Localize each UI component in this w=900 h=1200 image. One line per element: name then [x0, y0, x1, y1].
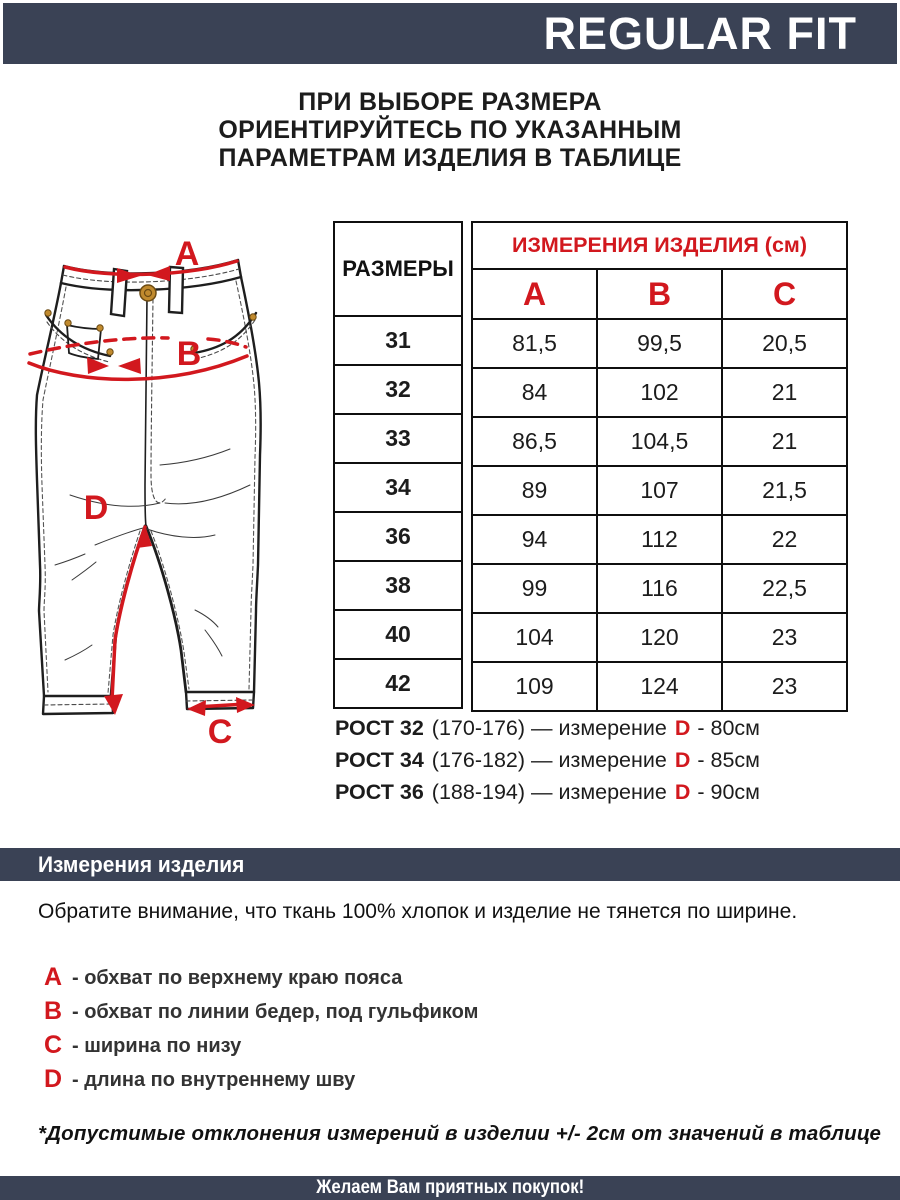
size-cell: 34 — [334, 463, 462, 512]
height-note-letter: D — [674, 748, 691, 772]
measure-c-arrow-right — [236, 697, 255, 713]
measurement-legend — [44, 962, 478, 1098]
intro-line-2: ОРИЕНТИРУЙТЕСЬ ПО УКАЗАННЫМ — [218, 116, 682, 144]
legend-text: - длина по внутреннему шву — [72, 1069, 356, 1091]
size-cell: 36 — [334, 512, 462, 561]
measurement-cell: 107 — [597, 466, 722, 515]
column-header-cell: A — [472, 269, 597, 319]
measurement-cell: 99,5 — [597, 319, 722, 368]
intro-line-3: ПАРАМЕТРАМ ИЗДЕЛИЯ В ТАБЛИЦЕ — [218, 144, 682, 172]
measure-b-arrow-right — [118, 358, 141, 374]
height-notes — [335, 712, 760, 808]
size-table-row — [334, 365, 462, 414]
measurement-cell: 99 — [472, 564, 597, 613]
column-header-cell: B — [597, 269, 722, 319]
legend-letter: C — [44, 1031, 63, 1059]
measure-b-label: B — [176, 335, 202, 373]
size-cell: 31 — [334, 316, 462, 365]
tolerance-disclaimer: *Допустимые отклонения измерений в изделии +/- 2см от значений в таблице — [38, 1122, 882, 1145]
size-cell: 40 — [334, 610, 462, 659]
measurement-cell: 22,5 — [722, 564, 847, 613]
measurements-table — [471, 221, 848, 712]
measurements-row — [472, 466, 847, 515]
measurement-cell: 104 — [472, 613, 597, 662]
size-table-row — [334, 561, 462, 610]
measurements-row — [472, 564, 847, 613]
height-note-line — [335, 776, 760, 808]
fit-title: REGULAR FIT — [543, 7, 857, 59]
measure-a-line — [65, 261, 237, 274]
height-note-range: (188-194) — измерение — [431, 780, 667, 804]
measurement-cell: 23 — [722, 662, 847, 711]
height-note-value: - 85см — [697, 748, 760, 772]
height-note-label: РОСТ 36 — [335, 780, 424, 804]
legend-text: - обхват по линии бедер, под гульфиком — [72, 1001, 479, 1023]
section-header-bar — [0, 848, 900, 881]
height-note-line — [335, 712, 760, 744]
measurement-cell: 89 — [472, 466, 597, 515]
height-note-range: (170-176) — измерение — [431, 716, 667, 740]
legend-letter: A — [44, 963, 63, 991]
measure-b-dashed-2 — [208, 339, 246, 347]
measurements-row — [472, 662, 847, 711]
height-note-range: (176-182) — измерение — [431, 748, 667, 772]
measurements-row — [472, 417, 847, 466]
measurements-row — [472, 319, 847, 368]
height-note-label: РОСТ 32 — [335, 716, 424, 740]
measurements-row — [472, 613, 847, 662]
measure-letters — [84, 235, 233, 750]
measurements-header-cell: ИЗМЕРЕНИЯ ИЗДЕЛИЯ (см) — [472, 222, 847, 269]
measurement-cell: 23 — [722, 613, 847, 662]
measurements-header-row — [472, 222, 847, 269]
measurement-cell: 84 — [472, 368, 597, 417]
jeans-outline — [36, 260, 261, 714]
measure-c-label: C — [207, 713, 233, 750]
measure-annotations — [29, 261, 255, 716]
size-cell: 42 — [334, 659, 462, 708]
jeans-diagram — [10, 235, 325, 750]
measurement-cell: 81,5 — [472, 319, 597, 368]
measurements-row — [472, 515, 847, 564]
legend-letter: D — [44, 1065, 63, 1093]
legend-line — [44, 962, 478, 996]
height-note-value: - 90см — [697, 780, 760, 804]
measurement-cell: 124 — [597, 662, 722, 711]
measurement-cell: 112 — [597, 515, 722, 564]
measurements-row — [472, 368, 847, 417]
measurement-cell: 102 — [597, 368, 722, 417]
size-table-row — [334, 414, 462, 463]
measurement-cell: 94 — [472, 515, 597, 564]
measurement-cell: 120 — [597, 613, 722, 662]
top-banner — [3, 3, 897, 64]
measurement-cell: 104,5 — [597, 417, 722, 466]
legend-letter: B — [44, 997, 63, 1025]
size-cell: 38 — [334, 561, 462, 610]
height-note-letter: D — [674, 716, 691, 740]
measure-a-label: A — [174, 235, 200, 273]
section-title: Измерения изделия — [38, 851, 245, 877]
measurement-cell: 109 — [472, 662, 597, 711]
button-icon — [140, 285, 156, 301]
measurement-cell: 20,5 — [722, 319, 847, 368]
legend-text: - обхват по верхнему краю пояса — [72, 967, 403, 989]
legend-line — [44, 1030, 478, 1064]
size-table-row — [334, 659, 462, 708]
sizes-table — [333, 221, 463, 709]
measure-c-arrow-left — [187, 700, 206, 716]
legend-line — [44, 1064, 478, 1098]
size-table-row — [334, 463, 462, 512]
measure-d-label: D — [83, 489, 109, 527]
height-note-line — [335, 744, 760, 776]
intro-line-1: ПРИ ВЫБОРЕ РАЗМЕРА — [298, 88, 602, 116]
height-note-label: РОСТ 34 — [335, 748, 424, 772]
fabric-note: Обратите внимание, что ткань 100% хлопок и изделие не тянется по ширине. — [38, 900, 798, 923]
sizes-header-cell: РАЗМЕРЫ — [334, 222, 462, 316]
column-header-row — [472, 269, 847, 319]
height-note-letter: D — [674, 780, 691, 804]
sizes-header-row — [334, 222, 462, 316]
legend-text: - ширина по низу — [72, 1035, 242, 1057]
footer-message: Желаем Вам приятных покупок! — [316, 1177, 584, 1198]
height-note-value: - 80см — [697, 716, 760, 740]
size-cell: 33 — [334, 414, 462, 463]
measure-a-arrow-left — [117, 268, 140, 283]
measurement-cell: 22 — [722, 515, 847, 564]
measurement-cell: 21 — [722, 368, 847, 417]
size-table-row — [334, 316, 462, 365]
measurement-cell: 86,5 — [472, 417, 597, 466]
measurement-cell: 116 — [597, 564, 722, 613]
column-header-cell: C — [722, 269, 847, 319]
legend-line — [44, 996, 478, 1030]
size-table-row — [334, 610, 462, 659]
size-cell: 32 — [334, 365, 462, 414]
measurement-cell: 21 — [722, 417, 847, 466]
measurement-cell: 21,5 — [722, 466, 847, 515]
size-table-row — [334, 512, 462, 561]
footer-banner — [0, 1176, 900, 1200]
intro-heading — [0, 88, 900, 172]
